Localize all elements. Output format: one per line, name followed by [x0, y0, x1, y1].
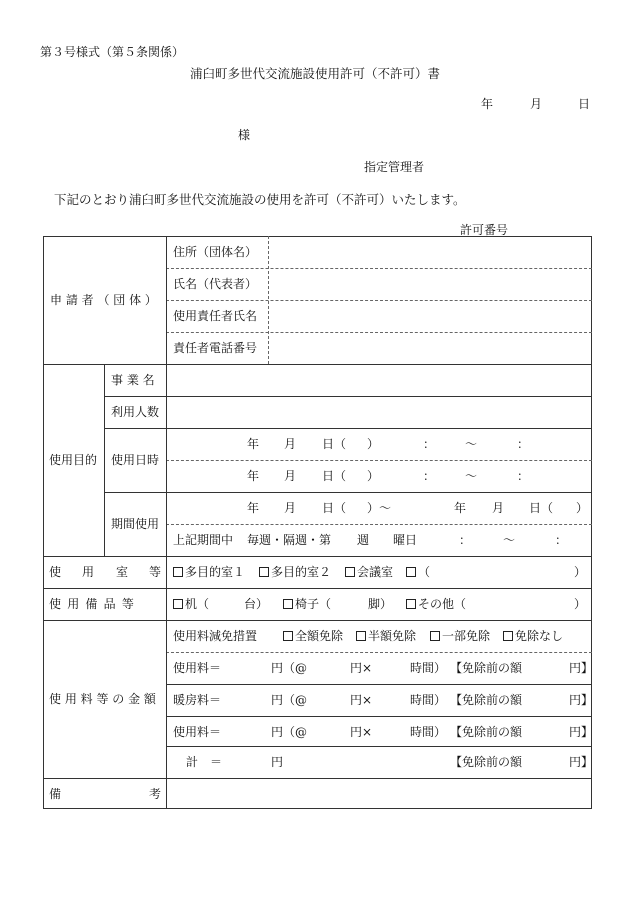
equipment-desk-option[interactable]: 机（: [173, 597, 209, 611]
period-colon: ：: [459, 533, 472, 547]
row-divider: [43, 556, 592, 557]
permit-statement: 下記のとおり浦臼町多世代交流施設の使用を許可（不許可）いたします。: [54, 192, 466, 207]
period-close-end: ）: [576, 501, 589, 515]
period-month: 月: [284, 501, 297, 515]
period-colon: ：: [555, 533, 568, 547]
equipment-other-option[interactable]: その他（: [406, 597, 466, 611]
column-divider: [166, 364, 167, 556]
fee-row-before-yen: 円】: [569, 725, 594, 739]
recipient-suffix: 様: [238, 128, 251, 142]
fee-row-hours: 時間）: [410, 661, 447, 675]
checkbox-icon: [173, 567, 183, 577]
fee-row-label: 暖房料＝: [173, 693, 222, 707]
date-month: 月: [530, 97, 543, 111]
equipment-chair-option[interactable]: 椅子（: [283, 597, 331, 611]
fee-row-before-yen: 円】: [569, 661, 594, 675]
column-divider: [166, 236, 167, 364]
column-divider: [104, 364, 105, 556]
row-divider: [166, 524, 592, 525]
datetime-tilde: 〜: [465, 437, 478, 451]
fee-row-before: 【免除前の額: [450, 725, 523, 739]
row-divider: [166, 716, 592, 717]
row-divider: [166, 746, 592, 747]
period-usage-label: 期間使用: [111, 517, 160, 531]
checkbox-icon: [283, 631, 293, 641]
fee-reduction-label: 使用料減免措置: [173, 629, 258, 643]
date-day: 日: [578, 97, 591, 111]
reduction-half-exemption[interactable]: 半額免除: [356, 629, 416, 643]
address-field[interactable]: [270, 237, 591, 267]
attendees-label: 利用人数: [111, 405, 160, 419]
room-option-meeting-room[interactable]: 会議室: [345, 565, 393, 579]
document-title: 浦臼町多世代交流施設使用許可（不許可）書: [190, 66, 441, 81]
representative-name-field[interactable]: [270, 269, 591, 299]
datetime-close: ）: [367, 469, 380, 483]
checkbox-icon: [259, 567, 269, 577]
period-week: 週: [357, 533, 370, 547]
checkbox-icon: [173, 599, 183, 609]
datetime-close: ）: [367, 437, 380, 451]
fee-row-yen: 円（@: [271, 661, 308, 675]
fee-total-yen: 円: [271, 755, 284, 769]
period-detail-prefix: 上記期間中: [173, 533, 234, 547]
equipment-other-close: ）: [574, 597, 587, 611]
fee-row-yen: 円（@: [271, 693, 308, 707]
representative-name-label: 氏名（代表者）: [173, 277, 258, 291]
checkbox-icon: [356, 631, 366, 641]
fee-total-before-yen: 円】: [569, 755, 594, 769]
rooms-label-4: 等: [149, 565, 162, 579]
datetime-month: 月: [284, 469, 297, 483]
period-year: 年: [247, 501, 260, 515]
period-close-tilde: ）〜: [367, 501, 392, 515]
column-divider: [268, 236, 269, 364]
equipment-desk-unit: 台）: [244, 597, 269, 611]
datetime-colon: ：: [517, 469, 530, 483]
fee-row-rate: 円×: [350, 693, 373, 707]
permit-number-label: 許可番号: [460, 223, 509, 237]
fee-row-hours: 時間）: [410, 725, 447, 739]
responsible-person-label: 使用責任者氏名: [173, 309, 258, 323]
remarks-label-right: 考: [149, 787, 162, 801]
checkbox-icon: [406, 567, 416, 577]
usage-datetime-label: 使用日時: [111, 453, 160, 467]
attendees-field[interactable]: [168, 397, 591, 427]
event-name-label: 事 業 名: [111, 373, 155, 387]
room-option-other[interactable]: （: [406, 565, 430, 579]
remarks-label-left: 備: [49, 787, 62, 801]
period-frequency-options: 毎週・隔週・第: [247, 533, 332, 547]
fee-row-rate: 円×: [350, 725, 373, 739]
rooms-label-2: 用: [82, 565, 95, 579]
period-day-end: 日（: [529, 501, 554, 515]
fee-row-label: 使用料＝: [173, 661, 222, 675]
fee-row-hours: 時間）: [410, 693, 447, 707]
datetime-year: 年: [247, 437, 260, 451]
event-name-field[interactable]: [168, 365, 591, 395]
datetime-day: 日（: [322, 469, 347, 483]
issuer-label: 指定管理者: [364, 160, 425, 174]
checkbox-icon: [345, 567, 355, 577]
responsible-phone-field[interactable]: [270, 333, 591, 363]
reduction-none[interactable]: 免除なし: [503, 629, 563, 643]
fee-row-yen: 円（@: [271, 725, 308, 739]
period-tilde: 〜: [503, 533, 516, 547]
responsible-person-field[interactable]: [270, 301, 591, 331]
row-divider: [166, 684, 592, 685]
equipment-label: 使 用 備 品 等: [49, 597, 136, 611]
row-divider: [166, 460, 592, 461]
fee-total-label: 計 ＝: [186, 755, 223, 769]
room-option-multipurpose-2[interactable]: 多目的室２: [259, 565, 331, 579]
responsible-phone-label: 責任者電話番号: [173, 341, 258, 355]
address-label: 住所（団体名）: [173, 245, 258, 259]
checkbox-icon: [503, 631, 513, 641]
row-divider: [43, 588, 592, 589]
period-month-end: 月: [492, 501, 505, 515]
datetime-year: 年: [247, 469, 260, 483]
fee-row-rate: 円×: [350, 661, 373, 675]
checkbox-icon: [430, 631, 440, 641]
column-divider: [166, 556, 167, 809]
period-year-end: 年: [454, 501, 467, 515]
row-divider: [166, 652, 592, 653]
period-weekday: 曜日: [393, 533, 418, 547]
datetime-tilde: 〜: [465, 469, 478, 483]
form-number: 第３号様式（第５条関係）: [40, 45, 185, 59]
fee-row-label: 使用料＝: [173, 725, 222, 739]
reduction-partial-exemption[interactable]: 一部免除: [430, 629, 490, 643]
remarks-field[interactable]: [168, 779, 591, 808]
fee-total-before: 【免除前の額: [450, 755, 523, 769]
fee-row-before-yen: 円】: [569, 693, 594, 707]
row-divider: [43, 620, 592, 621]
checkbox-icon: [283, 599, 293, 609]
purpose-section-label: 使用目的: [49, 453, 98, 467]
fee-row-before: 【免除前の額: [450, 693, 523, 707]
rooms-label-3: 室: [116, 565, 129, 579]
period-day: 日（: [322, 501, 347, 515]
reduction-full-exemption[interactable]: 全額免除: [283, 629, 343, 643]
applicant-section-label: 申 請 者 （ 団 体 ）: [50, 293, 157, 307]
room-other-close: ）: [574, 565, 587, 579]
row-divider: [104, 492, 592, 493]
datetime-day: 日（: [322, 437, 347, 451]
rooms-label-1: 使: [49, 565, 62, 579]
date-year: 年: [481, 97, 494, 111]
fees-section-label: 使 用 料 等 の 金 額: [49, 692, 156, 706]
datetime-colon: ：: [517, 437, 530, 451]
equipment-chair-unit: 脚）: [368, 597, 393, 611]
checkbox-icon: [406, 599, 416, 609]
datetime-colon: ：: [423, 469, 436, 483]
room-option-multipurpose-1[interactable]: 多目的室１: [173, 565, 245, 579]
row-divider: [104, 428, 592, 429]
datetime-colon: ：: [423, 437, 436, 451]
fee-row-before: 【免除前の額: [450, 661, 523, 675]
datetime-month: 月: [284, 437, 297, 451]
